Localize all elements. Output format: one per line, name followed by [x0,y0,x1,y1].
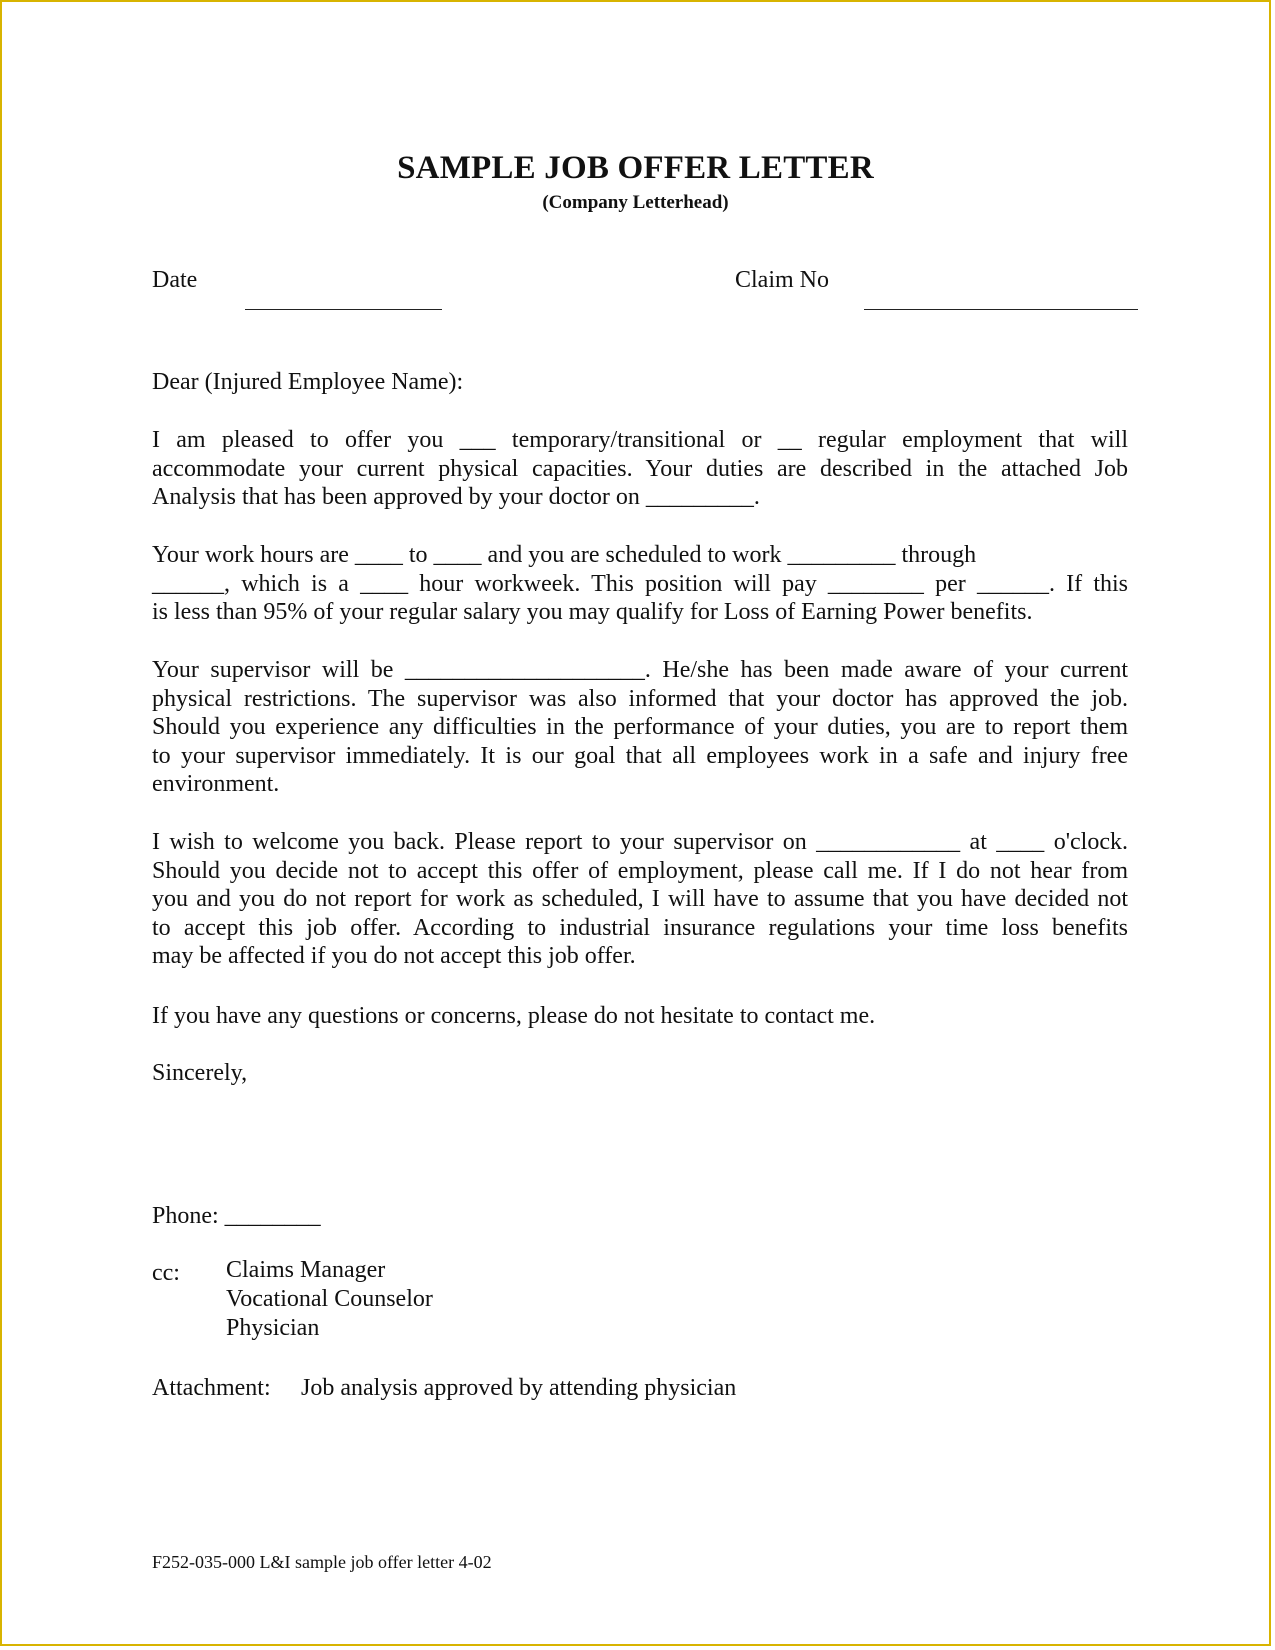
cc-recipient: Physician [226,1315,320,1341]
letter-title: SAMPLE JOB OFFER LETTER [397,150,874,186]
cc-recipient-list [226,1256,433,1343]
paragraph-offer-line: accommodate your current physical capacities. Your duties are described in the attached Job [152,455,1128,482]
paragraph-hours-line: ______, which is a ____ hour workweek. This position will pay ________ per ______. If this [152,570,1128,597]
cc-recipient: Claims Manager [226,1257,386,1283]
salutation: Dear (Injured Employee Name): [152,369,464,395]
paragraph-welcome-line: Should you decide not to accept this offer of employment, please call me. If I do not hear from [152,857,1128,884]
paragraph-hours [152,541,1128,627]
claim-number-blank-line [864,309,1138,310]
cc-recipient: Vocational Counselor [226,1286,433,1312]
paragraph-offer [152,426,1128,512]
paragraph-welcome-line: to accept this job offer. According to industrial insurance regulations your time loss benefits [152,914,1128,941]
paragraph-offer-line: I am pleased to offer you ___ temporary/transitional or __ regular employment that will [152,427,1128,453]
attachment-label: Attachment: [152,1375,271,1401]
paragraph-supervisor-line: Your supervisor will be ____________________. He/she has been made aware of your current [152,657,1128,683]
paragraph-supervisor-line: physical restrictions. The supervisor was also informed that your doctor has approved the job. [152,685,1128,712]
closing: Sincerely, [152,1060,248,1086]
paragraph-supervisor-line: environment. [152,771,280,797]
claim-number-label: Claim No [735,267,829,293]
paragraph-offer-line: Analysis that has been approved by your doctor on _________. [152,484,760,510]
paragraph-supervisor-line: to your supervisor immediately. It is our goal that all employees work in a safe and injury free [152,742,1128,769]
cc-label: cc: [152,1260,180,1286]
paragraph-welcome-line: I wish to welcome you back. Please report to your supervisor on ____________ at ____ o'clock. [152,829,1128,855]
paragraph-supervisor [152,656,1128,799]
letterhead-placeholder: (Company Letterhead) [542,192,729,213]
attachment-text: Job analysis approved by attending physician [301,1375,737,1401]
phone-line: Phone: ________ [152,1203,321,1229]
date-blank-line [245,309,442,310]
paragraph-contact: If you have any questions or concerns, please do not hesitate to contact me. [152,1003,876,1029]
form-footer-id: F252-035-000 L&I sample job offer letter 4-02 [152,1552,492,1572]
date-label: Date [152,267,198,293]
paragraph-supervisor-line: Should you experience any difficulties in the performance of your duties, you are to report them [152,714,1128,740]
paragraph-hours-line: Your work hours are ____ to ____ and you are scheduled to work _________ through [152,542,977,568]
paragraph-welcome-line: may be affected if you do not accept this job offer. [152,943,636,969]
paragraph-hours-line: is less than 95% of your regular salary you may qualify for Loss of Earning Power benefits. [152,599,1033,625]
paragraph-welcome [152,828,1128,971]
paragraph-welcome-line: you and you do not report for work as scheduled, I will have to assume that you have decided not [152,886,1128,912]
